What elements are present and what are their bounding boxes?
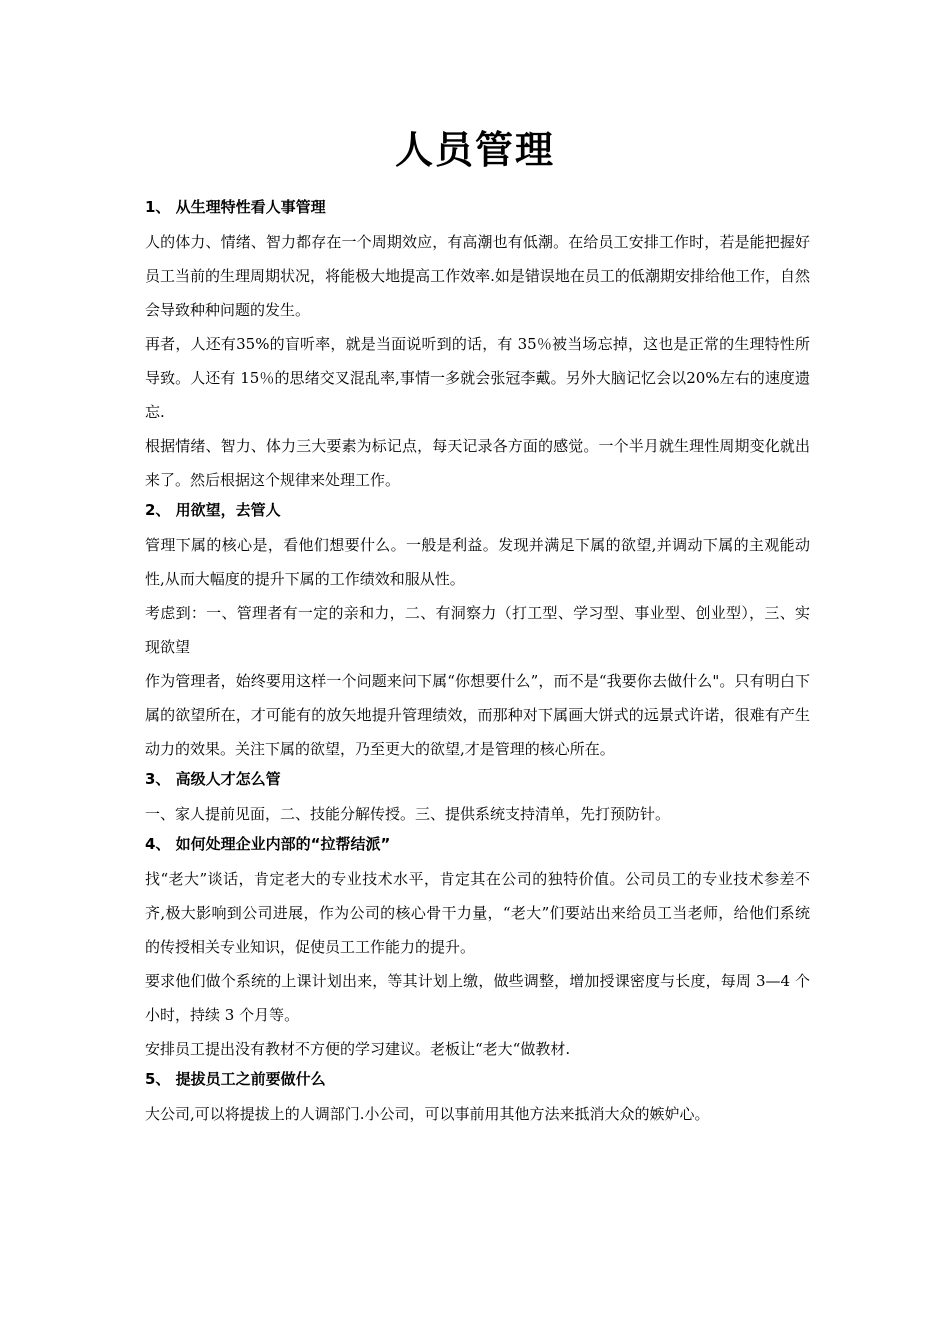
- paragraph: 管理下属的核心是，看他们想要什么。一般是利益。发现并满足下属的欲望,并调动下属的主观能动性,从而大幅度的提升下属的工作绩效和服从性。: [145, 536, 810, 588]
- section-2: [145, 497, 810, 766]
- section-5: [145, 1066, 810, 1131]
- paragraph: 根据情绪、智力、体力三大要素为标记点，每天记录各方面的感觉。一个半月就生理性周期变化就出来了。然后根据这个规律来处理工作。: [145, 437, 810, 489]
- paragraph: 再者，人还有35%的盲听率，就是当面说听到的话，有 35％被当场忘掉，这也是正常的生理特性所导致。人还有 15％的思绪交叉混乱率,事情一多就会张冠李戴。另外大脑记忆会以20%左右的速度遗忘.: [145, 335, 810, 421]
- document-title: 人员管理: [394, 128, 555, 172]
- section-4: [145, 831, 810, 1066]
- section-heading: 3、 高级人才怎么管: [145, 770, 281, 788]
- paragraph: 大公司,可以将提拔上的人调部门.小公司，可以事前用其他方法来抵消大众的嫉妒心。: [145, 1105, 710, 1123]
- paragraph: 作为管理者，始终要用这样一个问题来问下属“你想要什么”，而不是“我要你去做什么"。只有明白下属的欲望所在，才可能有的放矢地提升管理绩效，而那种对下属画大饼式的远景式许诺，很难有产生动力的效果。关注下属的欲望，乃至更大的欲望,才是管理的核心所在。: [145, 672, 810, 758]
- paragraph: 找“老大”谈话，肯定老大的专业技术水平，肯定其在公司的独特价值。公司员工的专业技术参差不齐,极大影响到公司进展，作为公司的核心骨干力量，“老大”们要站出来给员工当老师，给他们系统的传授相关专业知识，促使员工工作能力的提升。: [145, 870, 810, 956]
- section-heading: 1、 从生理特性看人事管理: [145, 198, 326, 216]
- paragraph: 人的体力、情绪、智力都存在一个周期效应，有高潮也有低潮。在给员工安排工作时，若是能把握好员工当前的生理周期状况，将能极大地提高工作效率.如是错误地在员工的低潮期安排给他工作，自然会导致种种问题的发生。: [145, 233, 810, 319]
- section-3: [145, 766, 810, 831]
- paragraph: 要求他们做个系统的上课计划出来，等其计划上缴，做些调整，增加授课密度与长度，每周 3—4 个小时，持续 3 个月等。: [145, 972, 810, 1024]
- paragraph: 考虑到：一、管理者有一定的亲和力，二、有洞察力（打工型、学习型、事业型、创业型），三、实现欲望: [145, 604, 810, 656]
- paragraph: 一、家人提前见面，二、技能分解传授。三、提供系统支持清单，先打预防针。: [145, 805, 671, 823]
- paragraph: 安排员工提出没有教材不方便的学习建议。老板让“老大“做教材.: [145, 1040, 571, 1058]
- section-heading: 5、 提拔员工之前要做什么: [145, 1070, 326, 1088]
- section-1: [145, 194, 810, 497]
- document-body: [145, 194, 810, 1131]
- section-heading: 2、 用欲望，去管人: [145, 501, 281, 519]
- section-heading: 4、 如何处理企业内部的“拉帮结派”: [145, 835, 391, 853]
